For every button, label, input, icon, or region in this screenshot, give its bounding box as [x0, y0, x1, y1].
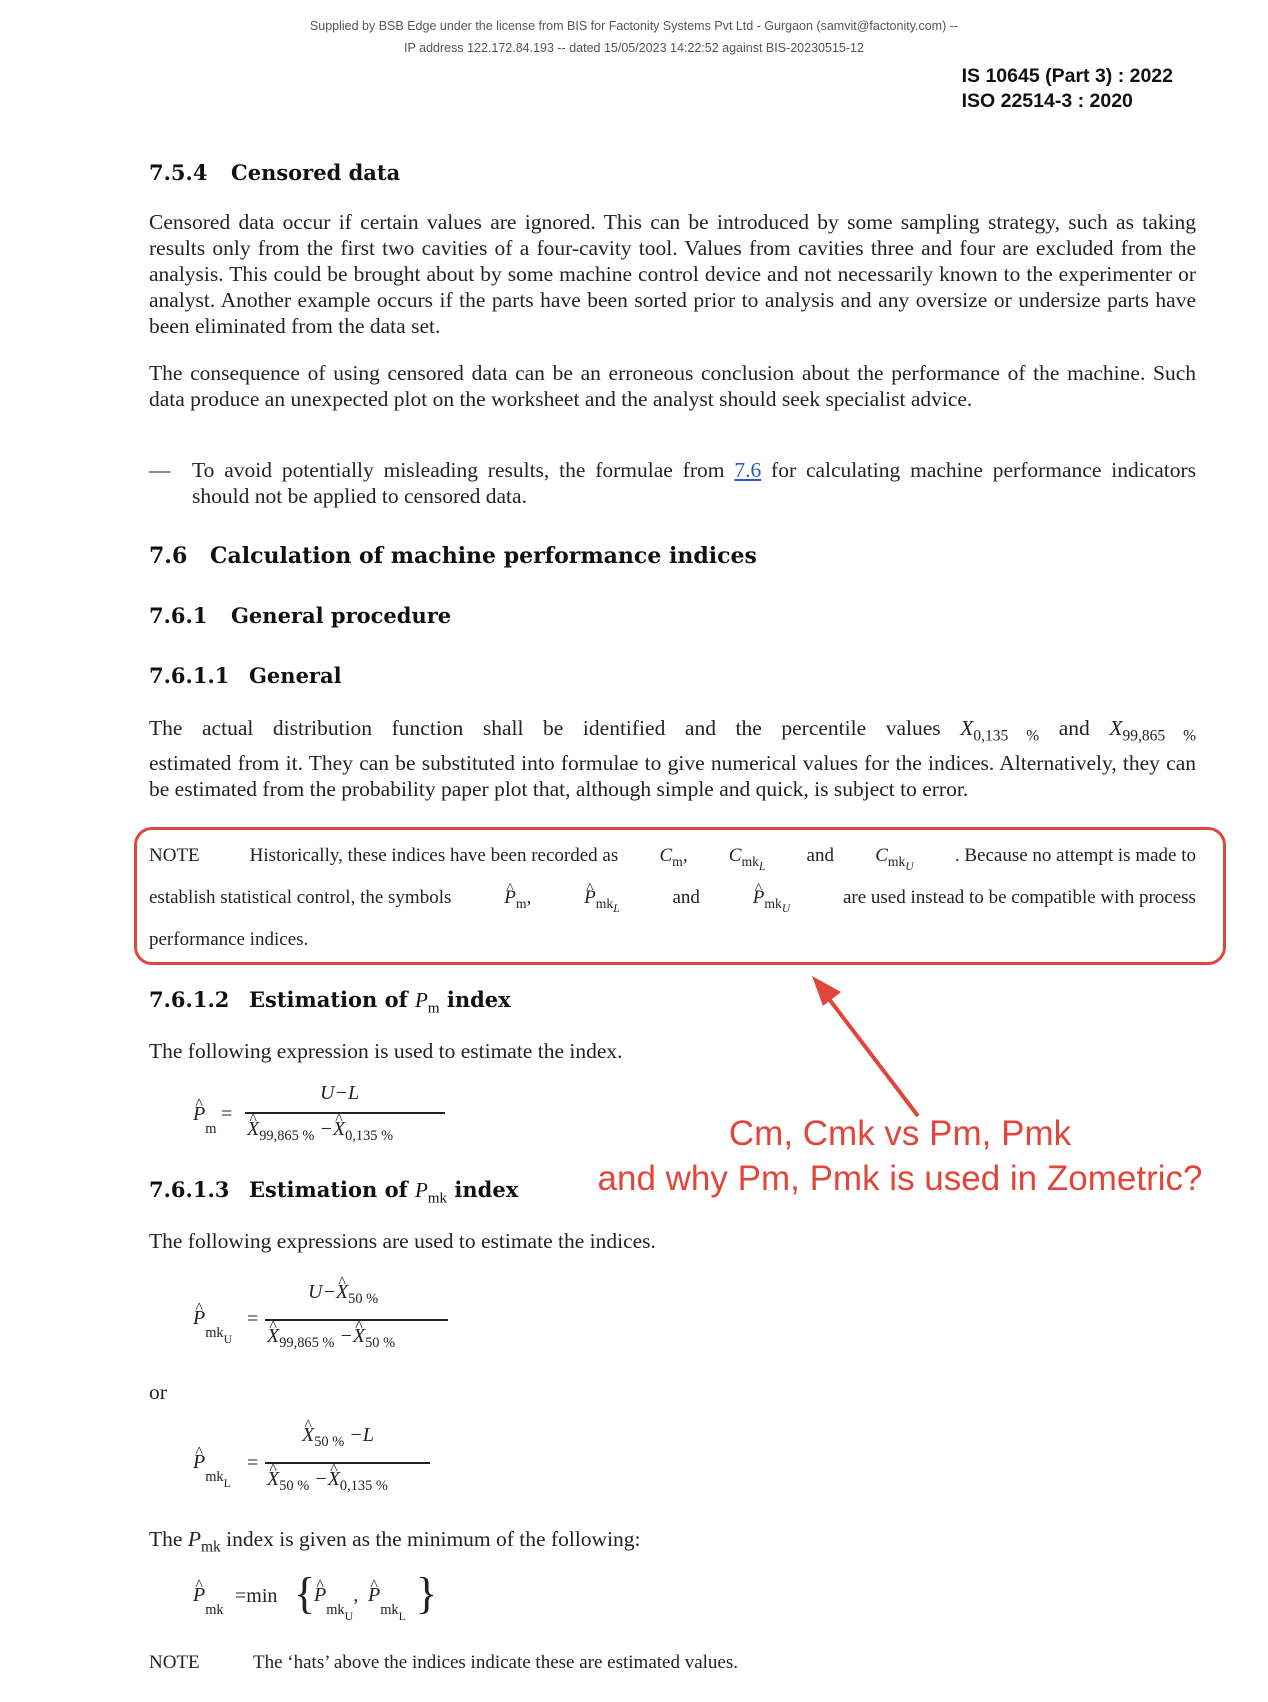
annotation-line-2: and why Pm, Pmk is used in Zometric?	[597, 1159, 1203, 1198]
note-text: The ‘hats’ above the indices indicate these are estimated values.	[253, 1652, 739, 1673]
minus-sign: −	[314, 1468, 328, 1490]
p-letter: ^ P	[368, 1584, 380, 1607]
numerator	[302, 1424, 374, 1451]
section-number: 7.5.4	[149, 160, 208, 185]
p-letter: ^ P	[193, 1451, 205, 1474]
pmku-formula	[190, 1281, 460, 1365]
c-subsubscript: L	[758, 861, 766, 874]
minus-sign: −	[339, 1325, 353, 1347]
x-letter: ^ X	[333, 1118, 345, 1141]
x-letter: ^ X	[247, 1118, 259, 1141]
p-letter: P	[187, 1527, 201, 1551]
x-letter: ^ X	[328, 1468, 340, 1491]
minus-sign: −	[322, 1281, 336, 1303]
p-letter: ^ P	[314, 1584, 326, 1607]
note-2	[149, 1652, 1196, 1674]
c-letter: C	[875, 845, 888, 866]
p-subscript: m	[427, 1000, 440, 1017]
dash-bullet: —	[149, 458, 171, 482]
x-subscript: 0,135 %	[345, 1128, 394, 1145]
note-text-5: performance indices.	[149, 929, 309, 951]
minus-sign: −	[349, 1424, 363, 1446]
section-title: Censored data	[231, 160, 401, 185]
min-operator: =min	[235, 1585, 278, 1607]
c-subscript: mk	[887, 853, 906, 869]
note-text-2: . Because no attempt is made to	[954, 845, 1196, 866]
paragraph-text: The consequence of using censored data can be an erroneous conclusion about the performance of the machine. Such data produce an unexpected plot on the worksheet and the analyst should seek specialist advice.	[149, 361, 1196, 411]
section-number: 7.6.1.1	[149, 663, 230, 688]
cm-symbol: $C_m$,	[659, 845, 688, 869]
pmk-hat-symbol	[193, 1584, 224, 1619]
pmkl-hat-symbol	[193, 1451, 231, 1491]
x-subscript: 99,865 %	[1122, 727, 1197, 745]
fraction-bar	[265, 1462, 430, 1464]
x-subscript: 50 %	[314, 1434, 345, 1451]
p-subscript: mk	[427, 1190, 448, 1207]
supply-notice-line-2: IP address 122.172.84.193 -- dated 15/05/2023 14:22:52 against BIS-20230515-12	[404, 41, 864, 55]
standard-is-number: IS 10645 (Part 3) : 2022	[961, 65, 1173, 87]
clause-7-6-link[interactable]: 7.6	[734, 458, 762, 482]
title-post: index	[446, 987, 511, 1012]
x-subscript: 99,865 %	[259, 1128, 315, 1145]
p-subscript: mk	[326, 1601, 345, 1618]
pmk-intro	[149, 1228, 1196, 1254]
c-letter: C	[659, 845, 673, 866]
p-letter: P	[414, 988, 428, 1012]
numerator: U−L	[320, 1082, 360, 1104]
or-word: or	[149, 1380, 167, 1404]
section-title: General procedure	[231, 603, 452, 628]
min-intro	[149, 1526, 1196, 1560]
section-7-6-1-2-heading	[149, 987, 511, 1017]
u-letter: U	[308, 1281, 323, 1303]
c-subscript: m	[672, 853, 683, 869]
title-pre: Estimation of	[249, 1177, 408, 1202]
p-letter: ^ P	[584, 887, 596, 909]
p-subscript: mk	[380, 1601, 399, 1618]
x-subscript: 0,135 %	[973, 727, 1040, 745]
p-letter: ^ P	[193, 1584, 205, 1607]
x-letter: ^ X	[336, 1281, 348, 1304]
p-subscript: m	[205, 1120, 217, 1137]
min-intro-text	[149, 1526, 1196, 1560]
p-letter: ^ P	[504, 887, 516, 909]
equals-sign: =	[247, 1308, 259, 1330]
intro-text: The following expressions are used to estimate the indices.	[149, 1229, 656, 1253]
p-letter: P	[414, 1178, 428, 1202]
denominator	[267, 1325, 395, 1352]
section-7-6-1-3-heading	[149, 1177, 518, 1207]
p-subsubscript: L	[223, 1476, 231, 1491]
pm-symbol	[414, 988, 440, 1017]
l-letter: L	[362, 1424, 374, 1446]
x-subscript: 50 %	[365, 1335, 396, 1352]
pmk-symbol	[187, 1527, 221, 1556]
denominator	[247, 1118, 393, 1145]
standard-iso-number: ISO 22514-3 : 2020	[961, 90, 1133, 112]
x-letter: ^ X	[267, 1468, 279, 1491]
p-subscript: mk	[205, 1468, 224, 1485]
numerator	[308, 1281, 378, 1308]
x-letter: ^ X	[353, 1325, 365, 1348]
min-post: index is given as the minimum of the following:	[226, 1527, 641, 1551]
section-number: 7.6	[149, 543, 188, 569]
pmku-hat-symbol: ^ $P_{mkU}$,	[314, 1584, 358, 1624]
arrow-head	[812, 976, 841, 1006]
x-subscript: 99,865 %	[279, 1335, 335, 1352]
bullet-text-post: for calculating machine performance indicators should not be applied to censored data.	[192, 458, 1197, 508]
section-title: Calculation of machine performance indices	[210, 543, 757, 569]
p-subscript: mk	[764, 895, 782, 911]
p-letter: ^ P	[753, 887, 765, 909]
title-post: index	[454, 1177, 519, 1202]
annotation-line-1: Cm, Cmk vs Pm, Pmk	[728, 1114, 1072, 1153]
x-letter: X	[1109, 716, 1123, 740]
pm-hat-symbol: ^ $P_m$,	[504, 887, 531, 912]
min-pre: The	[149, 1527, 183, 1551]
note-text-1: Historically, these indices have been recorded as	[249, 845, 619, 866]
x-letter: ^ X	[302, 1424, 314, 1447]
equals-sign: =	[221, 1103, 233, 1125]
c-subsubscript: U	[905, 861, 914, 874]
x-subscript: 50 %	[279, 1478, 310, 1495]
minus-sign: −	[319, 1118, 333, 1140]
para-pre: The actual distribution function shall be identified and the percentile values	[149, 716, 941, 740]
x-letter: X	[960, 716, 974, 740]
p-subsubscript: U	[223, 1332, 233, 1347]
pmku-hat-symbol	[193, 1307, 232, 1347]
pmk-min-formula	[190, 1569, 450, 1632]
p-subscript: mk	[205, 1601, 224, 1618]
and-word: and	[806, 845, 834, 866]
p-subscript: mk	[205, 1324, 224, 1341]
p-subsubscript: L	[613, 903, 620, 916]
c-subscript: mk	[741, 853, 759, 869]
p-subsubscript: U	[344, 1609, 354, 1624]
intro-text: The following expression is used to estimate the index.	[149, 1039, 623, 1063]
section-number: 7.6.1	[149, 603, 208, 628]
supply-notice-line-1: Supplied by BSB Edge under the license from BIS for Factonity Systems Pvt Ltd - Gurgaon (samvit@factonity.com) --	[309, 19, 959, 33]
pm-formula	[190, 1082, 460, 1160]
note-label: NOTE	[149, 1652, 200, 1673]
p-subscript: m	[515, 895, 527, 911]
pm-intro	[149, 1038, 1196, 1064]
pmkl-hat-symbol	[368, 1584, 406, 1624]
right-brace: }	[416, 1569, 438, 1618]
or-text	[149, 1379, 1196, 1405]
title-pre: Estimation of	[249, 987, 408, 1012]
equals-sign: =	[247, 1452, 259, 1474]
denominator	[267, 1468, 388, 1495]
x-subscript: 0,135 %	[339, 1478, 388, 1495]
p-subsubscript: U	[781, 903, 791, 916]
p-subsubscript: L	[398, 1609, 406, 1624]
pm-hat-symbol	[193, 1103, 216, 1138]
note-text-3: establish statistical control, the symbols	[149, 887, 452, 909]
section-number: 7.6.1.2	[149, 987, 230, 1012]
pmk-symbol	[414, 1178, 448, 1207]
x-letter: ^ X	[267, 1325, 279, 1348]
left-brace: {	[294, 1569, 316, 1618]
x-subscript: 50 %	[348, 1291, 379, 1308]
pmkl-formula	[190, 1424, 460, 1510]
c-letter: C	[728, 845, 742, 866]
annotation-text	[580, 1111, 1220, 1201]
p-subscript: mk	[595, 895, 614, 911]
paragraph-text: Censored data occur if certain values are ignored. This can be introduced by some sampling strategy, such as taking results only from the first two cavities of a four-cavity tool. Values from cavities three and four are excluded from the analysis. This could be brought about by some machine control device and not necessarily known to the experimenter or analyst. Another example occurs if the parts have been sorted prior to analysis and any oversize or undersize parts have been eliminated from the data set.	[149, 210, 1196, 338]
bullet-text-pre: To avoid potentially misleading results, the formulae from	[192, 458, 725, 482]
and-word: and	[1058, 716, 1090, 740]
p-letter: ^ P	[193, 1103, 205, 1126]
p-letter: ^ P	[193, 1307, 205, 1330]
p-subscript: mk	[200, 1538, 221, 1556]
section-title: General	[249, 663, 342, 688]
note-label: NOTE	[149, 845, 200, 866]
note-text-4: are used instead to be compatible with process	[842, 887, 1196, 909]
general-paragraph-rest: estimated from it. They can be substituted into formulae to give numerical values for the indices. Alternatively, they can be estimated from the probability paper plot that, although simple and quick, is subject to error.	[149, 751, 1196, 802]
and-word: and	[672, 887, 700, 909]
fraction-bar	[245, 1112, 445, 1114]
section-number: 7.6.1.3	[149, 1177, 230, 1202]
